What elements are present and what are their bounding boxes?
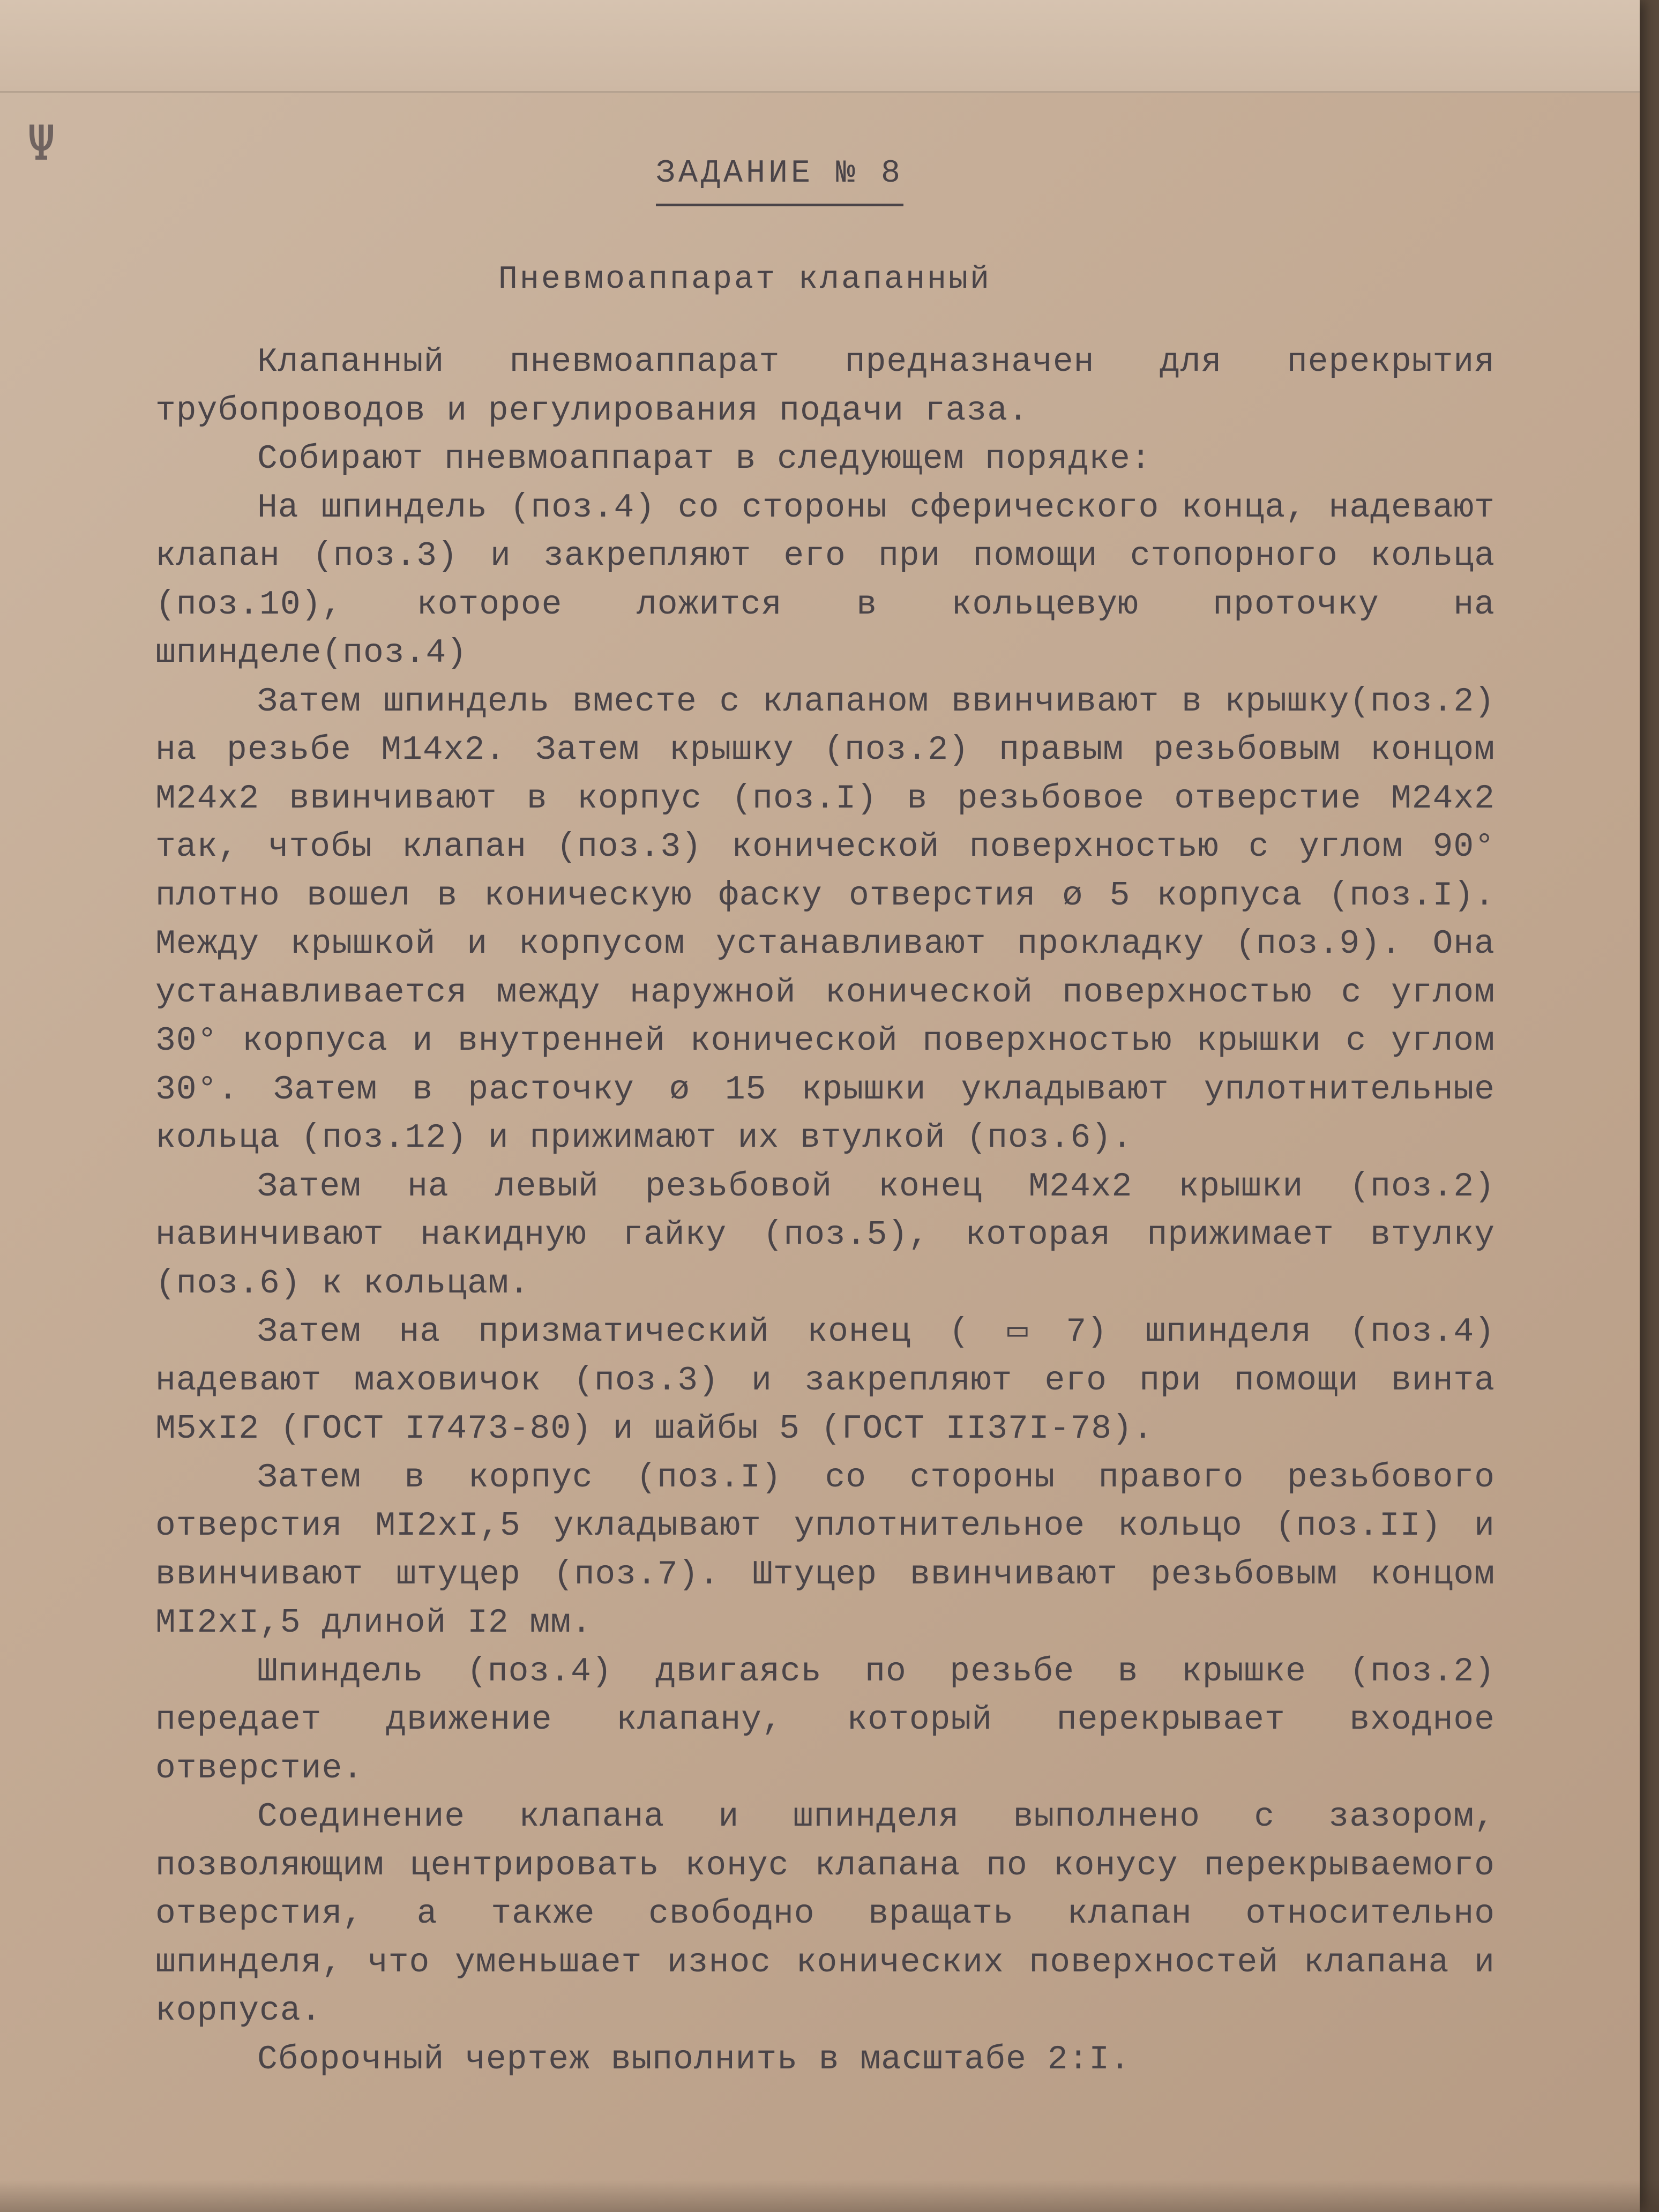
corner-mark: Ψ	[27, 115, 56, 171]
paragraph: Затем на левый резьбовой конец М24х2 крышки (поз.2) навинчивают накидную гайку (поз.5), которая прижимает втулку (поз.6) к кольцам.	[155, 1167, 1495, 1303]
paragraph: Затем на призматический конец ( ▭ 7) шпинделя (поз.4) надевают маховичок (поз.3) и закрепляют его при помощи винта М5хI2 (ГОСТ I7473-80) и шайбы 5 (ГОСТ II37I-78).	[155, 1313, 1495, 1448]
paragraph: Соединение клапана и шпинделя выполнено с зазором, позволяющим центрировать конус клапана по конусу перекрываемого отверстия, а также свободно вращать клапан относительно шпинделя, что уменьшает износ конических поверхностей клапана и корпуса.	[155, 1798, 1495, 2030]
paragraph: На шпиндель (поз.4) со стороны сферического конца, надевают клапан (поз.3) и закрепляют его при помощи стопорного кольца (поз.10), которое ложится в кольцевую проточку на шпинделе(поз.4)	[155, 488, 1495, 672]
paragraph: Шпиндель (поз.4) двигаясь по резьбе в крышке (поз.2) передает движение клапану, который перекрывает входное отверстие.	[155, 1652, 1495, 1788]
folded-top-edge	[0, 0, 1640, 93]
paragraph: Затем шпиндель вместе с клапаном ввинчивают в крышку(поз.2) на резьбе М14х2. Затем крышку (поз.2) правым резьбовым концом М24х2 ввинчивают в корпус (поз.I) в резьбовое отверстие М24х2 так, чтобы клапан (поз.3) конической поверхностью с углом 90° плотно вошел в коническую фаску отверстия ø 5 корпуса (поз.I). Между крышкой и корпусом устанавливают прокладку (поз.9). Она устанавливается между наружной конической поверхностью с углом 30° корпуса и внутренней конической поверхностью крышки с углом 30°. Затем в расточку ø 15 крышки укладывают уплотнительные кольца (поз.12) и прижимают их втулкой (поз.6).	[155, 682, 1495, 1157]
paragraph: Сборочный чертеж выполнить в масштабе 2:I.	[257, 2040, 1131, 2079]
document-subtitle: Пневмоаппарат клапанный	[498, 261, 992, 298]
bottom-shadow	[0, 2180, 1659, 2212]
paragraph: Затем в корпус (поз.I) со стороны правого резьбового отверстия МI2хI,5 укладывают уплотнительное кольцо (поз.II) и ввинчивают штуцер (поз.7). Штуцер ввинчивают резьбовым концом МI2хI,5 длиной I2 мм.	[155, 1458, 1495, 1642]
paragraph: Клапанный пневмоаппарат предназначен для перекрытия трубопроводов и регулирования подачи газа.	[155, 343, 1495, 430]
typed-document	[155, 155, 1495, 2084]
document-title	[64, 155, 1495, 192]
document-title-text: ЗАДАНИЕ № 8	[656, 155, 903, 206]
paragraph: Собирают пневмоаппарат в следующем порядке:	[257, 440, 1152, 478]
document-body	[155, 338, 1495, 2084]
